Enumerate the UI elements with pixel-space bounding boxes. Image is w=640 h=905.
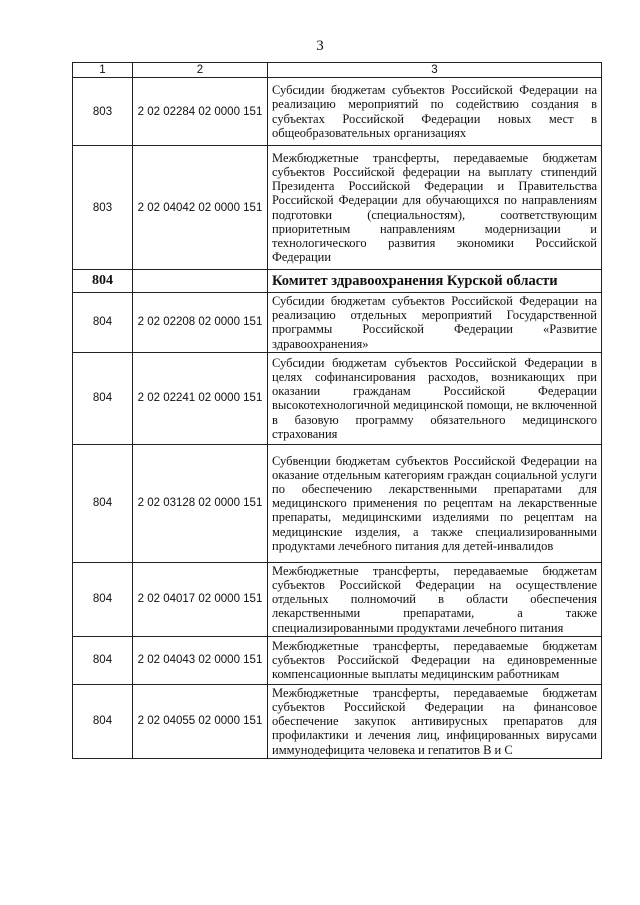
budget-code-cell: 2 02 02241 02 0000 151 [133,352,268,444]
budget-code-cell [133,270,268,293]
admin-code-cell: 804 [73,562,133,636]
table-row [73,562,602,636]
description-cell: Субсидии бюджетам субъектов Российской Федерации на реализацию мероприятий по содействию создания в субъектах Российской Федерации новых мест в общеобразовательных организациях [268,78,602,146]
description-cell: Межбюджетные трансферты, передаваемые бюджетам субъектов Российской Федерации на осуществление отдельных полномочий в области обеспечения лекарственными препаратами, а также специализированными продуктами лечебного питания [268,562,602,636]
admin-code-cell: 803 [73,78,133,146]
admin-code-cell: 804 [73,636,133,684]
budget-code-cell: 2 02 02284 02 0000 151 [133,78,268,146]
admin-code-cell: 804 [73,352,133,444]
budget-code-cell: 2 02 04017 02 0000 151 [133,562,268,636]
table-row [73,636,602,684]
admin-code-cell: 804 [73,270,133,293]
description-cell: Субвенции бюджетам субъектов Российской Федерации на оказание отдельным категориям граждан социальной услуги по обеспечению лекарственными препаратами для медицинского применения по рецептам на лекарственные препараты, медицинскими изделиями по рецептам на медицинские изделия, а также специализированными продуктами лечебного питания для детей-инвалидов [268,444,602,562]
description-cell: Межбюджетные трансферты, передаваемые бюджетам субъектов Российской Федерации на единовременные компенсационные выплаты медицинским работникам [268,636,602,684]
budget-code-cell: 2 02 04055 02 0000 151 [133,684,268,758]
table-row [73,293,602,353]
budget-table [72,62,602,759]
table-header-row [73,63,602,78]
header-col-2: 2 [133,63,268,78]
header-col-3: 3 [268,63,602,78]
admin-code-cell: 803 [73,146,133,270]
budget-code-cell: 2 02 03128 02 0000 151 [133,444,268,562]
budget-code-cell: 2 02 04043 02 0000 151 [133,636,268,684]
description-cell: Межбюджетные трансферты, передаваемые бюджетам субъектов Российской Федерации на финансовое обеспечение закупок антивирусных препаратов для профилактики и лечения лиц, инфицированных вирусами иммунодефицита человека и гепатитов В и С [268,684,602,758]
table-row [73,444,602,562]
admin-code-cell: 804 [73,293,133,353]
table-row [73,146,602,270]
budget-code-cell: 2 02 04042 02 0000 151 [133,146,268,270]
section-title-cell: Комитет здравоохранения Курской области [268,270,602,293]
section-header-row [73,270,602,293]
table-row [73,78,602,146]
description-cell: Субсидии бюджетам субъектов Российской Федерации в целях софинансирования расходов, возникающих при оказании гражданам Российской Федерации высокотехнологичной медицинской помощи, не включенной в базовую программу обязательного медицинского страхования [268,352,602,444]
description-cell: Субсидии бюджетам субъектов Российской Федерации на реализацию отдельных мероприятий Государственной программы Российской Федерации «Развитие здравоохранения» [268,293,602,353]
table-row [73,352,602,444]
admin-code-cell: 804 [73,684,133,758]
page-number: 3 [316,38,324,54]
header-col-1: 1 [73,63,133,78]
admin-code-cell: 804 [73,444,133,562]
table-row [73,684,602,758]
description-cell: Межбюджетные трансферты, передаваемые бюджетам субъектов Российской федерации на выплату стипендий Президента Российской Федерации и Правительства Российской Федерации для обучающихся по направлениям подготовки (специальностям), соответствующим приоритетным направлениям модернизации и технологического развития экономики Российской Федерации [268,146,602,270]
budget-code-cell: 2 02 02208 02 0000 151 [133,293,268,353]
